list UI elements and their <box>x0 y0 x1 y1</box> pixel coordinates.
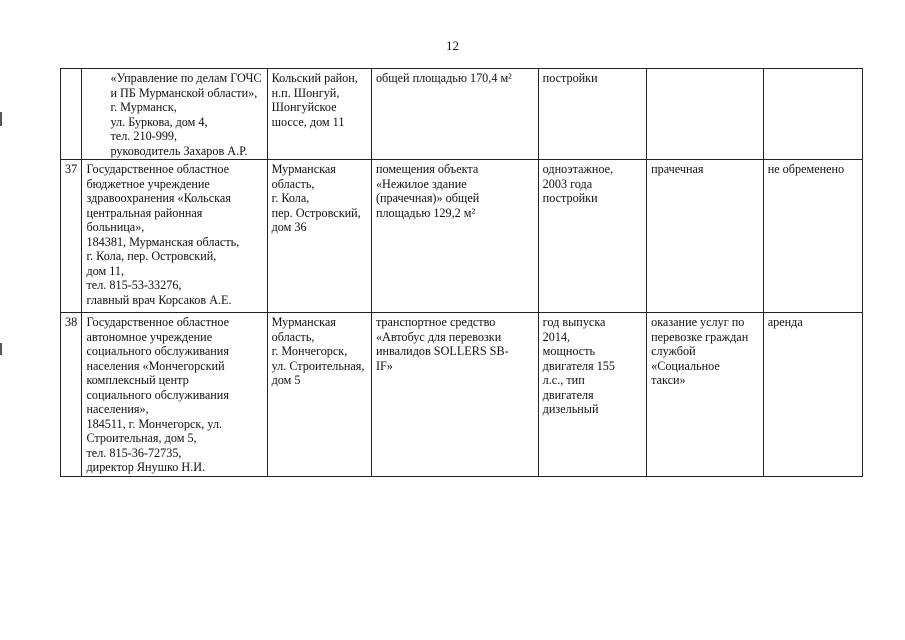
holder-cell: Государственное областное автономное учреждение социального обслуживания населения «Мончегорский комплексный центр социального обслуживания населения», 184511, г. Мончегорск, ул. Строительная, дом 5, тел. 815-36-72735, директор Янушко Н.И. <box>82 313 267 477</box>
table-row <box>61 313 863 477</box>
characteristics-cell: постройки <box>538 69 646 160</box>
location-cell: Мурманская область, г. Мончегорск, ул. Строительная, дом 5 <box>267 313 371 477</box>
scan-edge-mark-top <box>0 112 2 126</box>
holder-cell: «Управление по делам ГОЧС и ПБ Мурманской области», г. Мурманск, ул. Буркова, дом 4, тел. 210-999, руководитель Захаров А.Р. <box>82 69 267 160</box>
purpose-cell: оказание услуг по перевозке граждан службой «Социальное такси» <box>647 313 764 477</box>
characteristics-cell: одноэтажное, 2003 года постройки <box>538 160 646 313</box>
object-cell: помещения объекта «Нежилое здание (прачечная)» общей площадью 129,2 м² <box>371 160 538 313</box>
scan-edge-mark-bottom <box>0 343 2 355</box>
row-number-cell <box>61 69 82 160</box>
row-number-cell: 37 <box>61 160 82 313</box>
table-row <box>61 160 863 313</box>
row-number-cell: 38 <box>61 313 82 477</box>
property-register-table <box>60 68 863 477</box>
object-cell: общей площадью 170,4 м² <box>371 69 538 160</box>
table-row <box>61 69 863 160</box>
purpose-cell <box>647 69 764 160</box>
characteristics-cell: год выпуска 2014, мощность двигателя 155 л.с., тип двигателя дизельный <box>538 313 646 477</box>
location-cell: Кольский район, н.п. Шонгуй, Шонгуйское шоссе, дом 11 <box>267 69 371 160</box>
encumbrance-cell: не обременено <box>763 160 862 313</box>
holder-cell: Государственное областное бюджетное учреждение здравоохранения «Кольская центральная районная больница», 184381, Мурманская область, г. Кола, пер. Островский, дом 11, тел. 815-53-33276, главный врач Корсаков А.Е. <box>82 160 267 313</box>
encumbrance-cell: аренда <box>763 313 862 477</box>
object-cell: транспортное средство «Автобус для перевозки инвалидов SOLLERS SB- IF» <box>371 313 538 477</box>
purpose-cell: прачечная <box>647 160 764 313</box>
page-number: 12 <box>446 38 459 53</box>
encumbrance-cell <box>763 69 862 160</box>
location-cell: Мурманская область, г. Кола, пер. Островский, дом 36 <box>267 160 371 313</box>
